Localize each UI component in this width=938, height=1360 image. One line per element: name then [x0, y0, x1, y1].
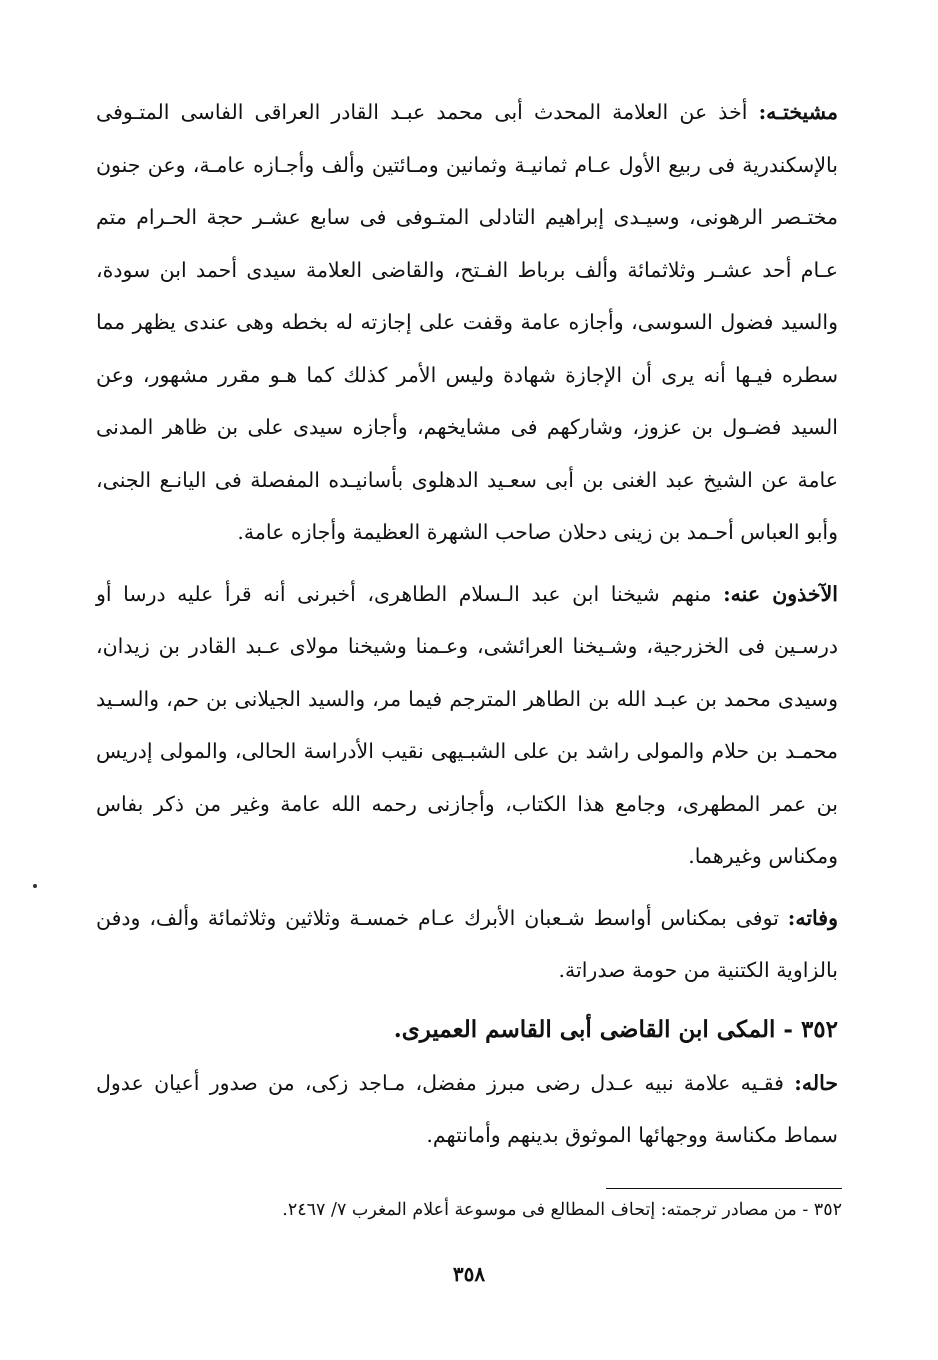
- paragraph-label: حاله:: [794, 1070, 838, 1095]
- paragraph-text: فقـيه علامة نبيه عـدل رضى مبرز مفضل، مـاجد زكى، من صدور أعيان عدول سماط مكناسة ووجهائها الموثوق بدينهم وأمانتهم.: [96, 1070, 838, 1147]
- entry-number: ٣٥٢: [800, 1015, 838, 1043]
- paragraph-text: أخذ عن العلامة المحدث أبى محمد عبـد القادر العراقى الفاسى المتـوفى بالإسكندرية فى ربيع الأول عـام ثمانيـة وثمانين ومـائتين وألف وأجـازه عامـة، وعن جنون مختـصر الرهونى، وسيـدى إبراهيم التادلى المتـوفى فى سابع عشـر حجة الحـرام متم عـام أحد عشـر وثلاثمائة وألف برباط الفـتح، والقاضى العلامة سيدى أحمد ابن سودة، والسيد فضول السوسى، وأجازه عامة وقفت على إجازته له بخطه وهى عندى يظهر مما سطره فيـها أنه يرى أن الإجازة شهادة وليس الأمر كذلك كما هـو مقرر مشهور، وعن السيد فضـول بن عزوز، وشاركهم فى مشايخهم، وأجازه سيدى على بن ظاهر المدنى عامة عن الشيخ عبد الغنى بن أبى سعـيد الدهلوى بأسانيـده المفصلة فى اليانـع الجنى، وأبو العباس أحـمد بن زينى دحلان صاحب الشهرة العظيمة وأجازه عامة.: [96, 100, 838, 544]
- paragraph-death: [96, 892, 838, 997]
- footnote-divider: [606, 1188, 842, 1189]
- entry-heading: [96, 1003, 838, 1057]
- footnote: ٣٥٢ - من مصادر ترجمته: إتحاف المطالع فى موسوعة أعلام المغرب ٧/ ٢٤٦٧.: [282, 1200, 842, 1220]
- entry-dash: -: [775, 1015, 801, 1043]
- margin-mark: [33, 884, 37, 888]
- page-body: [96, 86, 838, 1162]
- paragraph-text: منهم شيخنا ابن عبد الـسلام الطاهرى، أخبرنى أنه قرأ عليه درسا أو درسـين فى الخزرجية، وشـيخنا العرائشى، وعـمنا وشيخنا مولاى عـبد القادر بن زيدان، وسيدى محمد بن عبـد الله بن الطاهر المترجم فيما مر، والسيد الجيلانى بن حم، والسـيد محمـد بن حلام والمولى راشد بن على الشبـيهى نقيب الأدراسة الحالى، والمولى إدريس بن عمر المطهرى، وجامع هذا الكتاب، وأجازنى رحمه الله عامة وغير من ذكر بفاس ومكناس وغيرهما.: [96, 581, 838, 868]
- paragraph-mashyakha: [96, 86, 838, 559]
- paragraph-label: وفاته:: [787, 905, 838, 930]
- entry-title: المكى ابن القاضى أبى القاسم العميرى.: [393, 1015, 776, 1043]
- paragraph-status: [96, 1057, 838, 1162]
- paragraph-label: مشيختـه:: [758, 100, 838, 124]
- paragraph-label: الآخذون عنه:: [723, 581, 838, 606]
- paragraph-students: [96, 568, 838, 883]
- page-number: ٣٥٨: [452, 1262, 486, 1286]
- paragraph-text: توفى بمكناس أواسط شـعبان الأبرك عـام خمسـة وثلاثين وثلاثمائة وألف، ودفن بالزاوية الكتنية من حومة صدراتة.: [96, 905, 838, 982]
